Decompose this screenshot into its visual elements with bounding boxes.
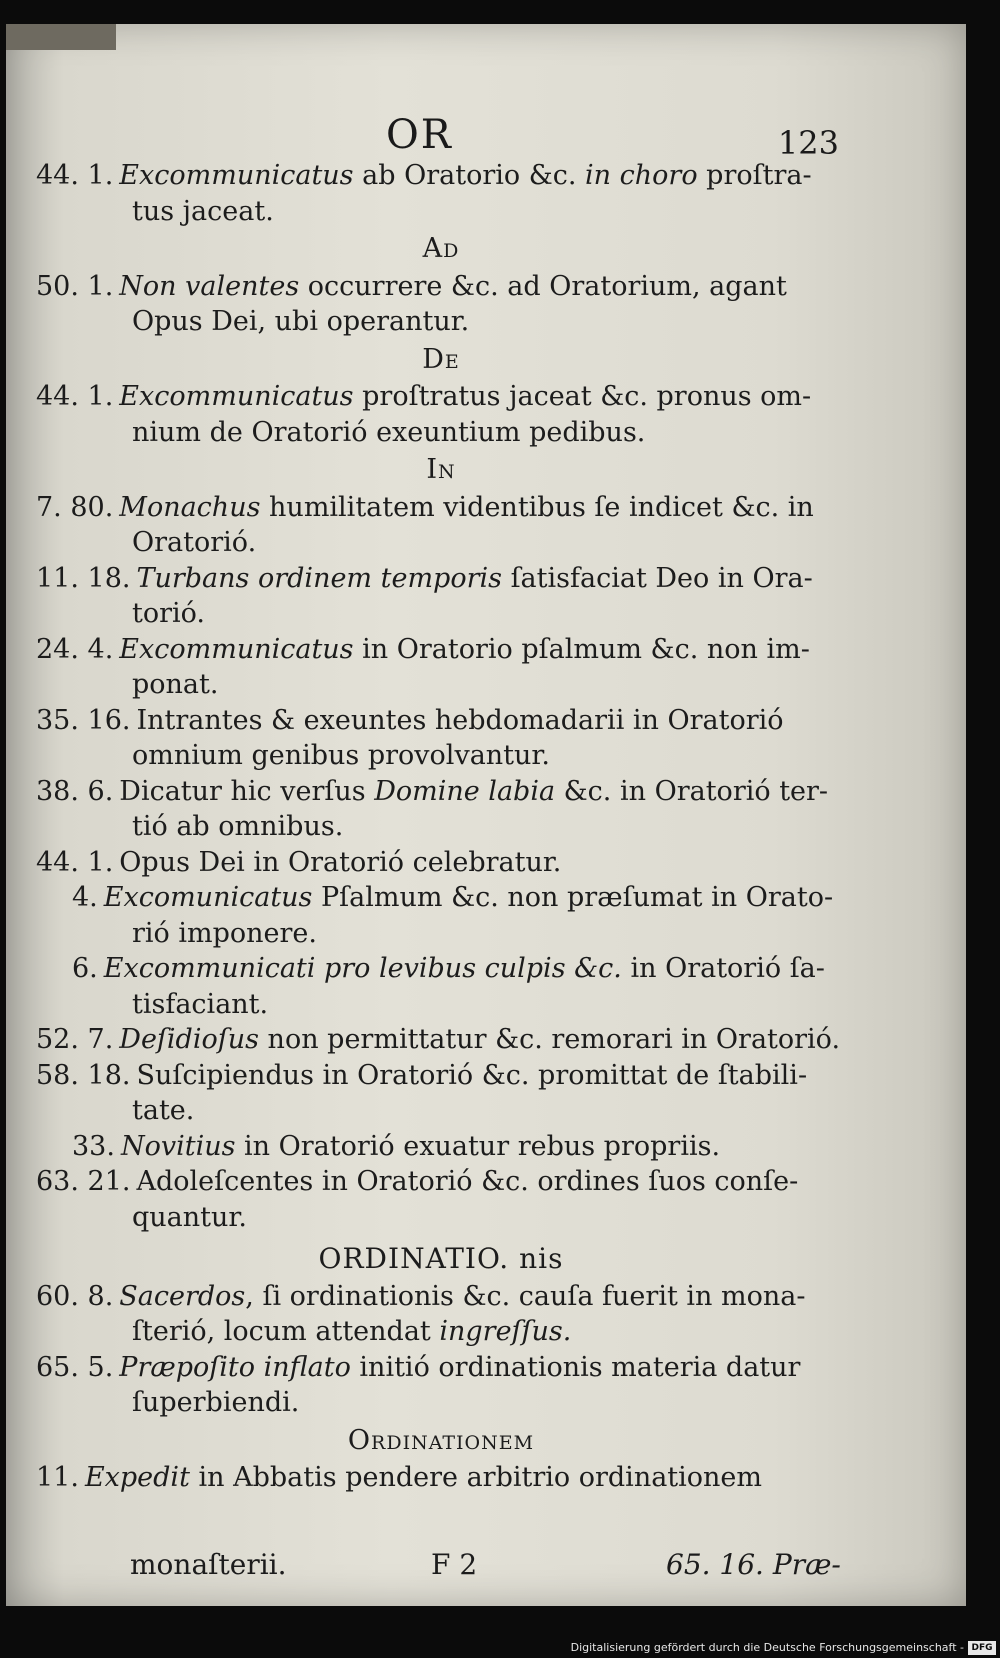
entry-continuation <box>36 1314 846 1350</box>
entry-italic: Turbans ordinem temporis <box>136 562 502 594</box>
entry-text: non permittatur &c. remorari in Oratorió. <box>258 1024 841 1055</box>
entry-continuation: tus jaceat. <box>132 195 274 227</box>
entry-text: initió ordinationis materia datur <box>350 1351 801 1383</box>
signature-mark: F 2 <box>431 1548 478 1581</box>
index-entry <box>36 703 846 774</box>
page-number: 123 <box>777 124 839 162</box>
entry-ref: 7. 80. <box>36 491 114 523</box>
entry-ref: 60. 8. <box>36 1280 114 1312</box>
entry-continuation: ſuperbiendi. <box>132 1387 300 1418</box>
entry-ref: 44. 1. <box>36 160 114 191</box>
section-heading-in: In <box>426 454 456 485</box>
entry-text: ſatisfaciat Deo in Ora- <box>501 562 813 594</box>
page-footer <box>6 1548 966 1588</box>
entry-continuation: Opus Dei, ubi operantur. <box>132 306 470 337</box>
index-entry <box>36 379 846 450</box>
index-entry <box>36 269 846 340</box>
entry-italic: Sacerdos <box>119 1280 246 1312</box>
entry-italic: Monachus <box>119 491 261 523</box>
entry-text: occurrere &c. ad Oratorium, agant <box>299 270 787 302</box>
entry-ref: 11. 18. <box>36 562 131 594</box>
digitization-credit: Digitalisierung gefördert durch die Deutsche Forschungsgemeinschaft - <box>570 1641 964 1654</box>
index-entry <box>36 1129 846 1165</box>
entry-italic: Novitius <box>120 1130 236 1162</box>
entry-italic: Excommunicati pro levibus culpis &c. <box>103 953 622 984</box>
index-entry <box>36 1164 846 1235</box>
page-header <box>6 112 966 162</box>
entry-text: Intrantes & exeuntes hebdomadarii in Oratorió <box>136 704 784 736</box>
entry-continuation: tate. <box>132 1095 195 1126</box>
entry-italic: Excommunicatus <box>119 160 354 191</box>
index-entry <box>36 845 846 881</box>
entry-text: ſterió, locum attendat <box>132 1316 440 1347</box>
entry-text: humilitatem videntibus ſe indicet &c. in <box>260 491 814 523</box>
entry-ref: 24. 4. <box>36 633 114 665</box>
entry-continuation: quantur. <box>132 1201 247 1233</box>
entry-italic: Præpoſito inflato <box>119 1351 351 1383</box>
index-entry <box>36 632 846 703</box>
index-entry <box>36 880 846 951</box>
page-corner <box>6 24 116 50</box>
index-entry <box>36 561 846 632</box>
section-heading-ad: Ad <box>422 233 460 264</box>
entry-ref: 50. 1. <box>36 270 114 302</box>
entry-text: , ſi ordinationis &c. cauſa fuerit in mona- <box>245 1280 806 1312</box>
entry-text: proſtra- <box>697 160 812 191</box>
entry-text: Opus Dei in Oratorió celebratur. <box>119 846 562 878</box>
entry-continuation: ponat. <box>132 669 219 700</box>
entry-italic: in choro <box>585 160 698 191</box>
entry-text: Pſalmum &c. non præſumat in Orato- <box>312 882 834 913</box>
entry-ref: 65. 5. <box>36 1351 114 1383</box>
entry-italic: Deſidioſus <box>119 1024 259 1055</box>
entry-ref: 6. <box>72 953 98 984</box>
entry-ref: 63. 21. <box>36 1166 131 1197</box>
entry-italic: Non valentes <box>119 270 300 302</box>
entry-ref: 44. 1. <box>36 381 114 412</box>
entry-text: in Oratorió ſa- <box>621 953 825 984</box>
entry-ref: 4. <box>72 882 98 913</box>
running-head: OR <box>386 112 453 158</box>
footer-continuation: monaſterii. <box>130 1548 287 1581</box>
entry-text: in Abbatis pendere arbitrio ordinationem <box>189 1462 763 1493</box>
entry-italic: Excommunicatus <box>119 633 354 665</box>
entry-continuation: tisfaciant. <box>132 988 269 1020</box>
entry-text: ab Oratorio &c. <box>353 160 586 191</box>
entry-continuation: tió ab omnibus. <box>132 811 344 842</box>
index-entry <box>36 490 846 561</box>
entry-ref: 35. 16. <box>36 704 131 736</box>
section-heading-ordinationem: Ordinationem <box>347 1424 535 1456</box>
entry-continuation: Oratorió. <box>132 527 257 558</box>
entry-italic: Excommunicatus <box>119 381 354 412</box>
entry-text: in Oratorio pſalmum &c. non im- <box>353 633 810 665</box>
section-heading-ordinatio: ORDINATIO. nis <box>318 1242 564 1275</box>
entry-ref: 52. 7. <box>36 1024 114 1055</box>
index-entry <box>36 951 846 1022</box>
entry-italic: Expedit <box>84 1462 190 1493</box>
index-entry <box>36 1279 846 1350</box>
entry-ref: 11. <box>36 1462 79 1493</box>
index-entry <box>36 774 846 845</box>
entry-italic: ingreſſus. <box>439 1316 572 1347</box>
entry-text: Adoleſcentes in Oratorió &c. ordines ſuos conſe- <box>136 1166 799 1197</box>
entry-continuation: nium de Oratorió exeuntium pedibus. <box>132 416 646 448</box>
entry-continuation: omnium genibus provolvantur. <box>132 740 550 771</box>
entry-ref: 58. 18. <box>36 1059 131 1091</box>
book-page <box>6 24 966 1606</box>
entry-ref: 44. 1. <box>36 846 114 878</box>
catchword: 65. 16. Præ- <box>666 1548 841 1581</box>
index-entry <box>36 1350 846 1421</box>
entry-text: in Oratorió exuatur rebus propriis. <box>235 1130 721 1162</box>
index-entry <box>36 158 846 229</box>
entry-ref: 33. <box>72 1130 115 1162</box>
entry-ref: 38. 6. <box>36 775 114 807</box>
index-entry <box>36 1460 846 1496</box>
entry-text: Suſcipiendus in Oratorió &c. promittat de ſtabili- <box>136 1059 808 1091</box>
entry-continuation: rió imponere. <box>132 917 317 949</box>
entry-text: proſtratus jaceat &c. pronus om- <box>353 381 812 412</box>
index-entry <box>36 1022 846 1058</box>
entry-text: Dicatur hic verſus <box>119 775 375 807</box>
dfg-logo: DFG <box>968 1641 996 1655</box>
entry-italic: Domine labia <box>374 775 556 807</box>
section-heading-de: De <box>422 343 460 375</box>
entry-text: &c. in Oratorió ter- <box>555 775 829 807</box>
entry-italic: Excomunicatus <box>103 882 313 913</box>
index-entry <box>36 1058 846 1129</box>
index-content <box>36 158 846 1496</box>
entry-continuation: torió. <box>132 598 206 629</box>
